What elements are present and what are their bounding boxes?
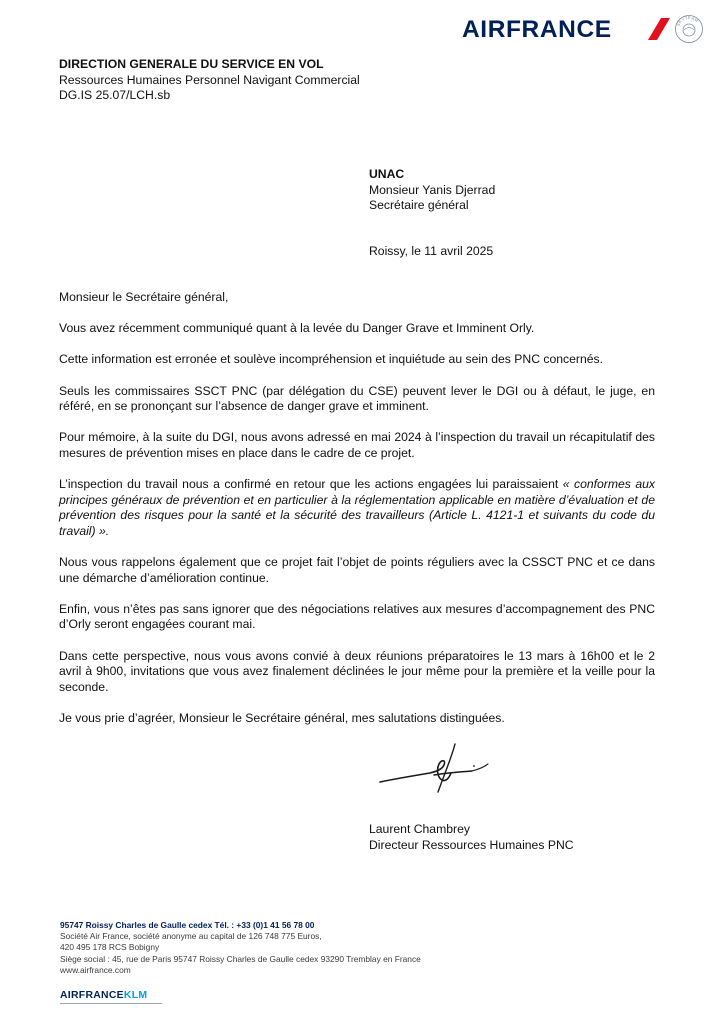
airfrance-klm-logo — [60, 990, 164, 1004]
seal-text: SKYTEAM — [675, 14, 700, 27]
paragraph-8: Dans cette perspective, nous vous avons convié à deux réunions préparatoires le 13 mars à 16h00 et le 2 avril à 9h00, invitations que vous avez finalement déclinées le jour même pour la première et la veille pour la seconde. — [59, 648, 655, 694]
svg-text:SKYTEAM — [676, 15, 700, 27]
signer-block — [369, 822, 574, 853]
letter-body — [59, 290, 655, 742]
sender-reference: DG.IS 25.07/LCH.sb — [59, 88, 171, 102]
closing: Je vous prie d’agréer, Monsieur le Secrétaire général, mes salutations distinguées. — [59, 711, 505, 726]
paragraph-5-intro: L’inspection du travail nous a confirmé en retour que les actions engagées lui paraissaient — [59, 477, 559, 492]
sender-department: DIRECTION GENERALE DU SERVICE EN VOL — [59, 57, 324, 71]
footer-company-line-2: 420 495 178 RCS Bobigny — [60, 942, 160, 953]
paragraph-2: Cette information est erronée et soulève incompréhension et inquiétude au sein des PNC concernés. — [59, 352, 604, 367]
paragraph-3: Seuls les commissaires SSCT PNC (par délégation du CSE) peuvent lever le DGI ou à défaut, le juge, en référé, en se prononçant sur l’absence de danger grave et imminent. — [59, 383, 655, 414]
signer-title: Directeur Ressources Humaines PNC — [369, 837, 574, 852]
paragraph-7: Enfin, vous n’êtes pas sans ignorer que des négociations relatives aux mesures d’accompagnement des PNC d’Orly seront engagées courant mai. — [59, 601, 655, 632]
recipient-name: Monsieur Yanis Djerrad — [369, 182, 496, 197]
paragraph-4: Pour mémoire, à la suite du DGI, nous avons adressé en mai 2024 à l’inspection du travail un récapitulatif des mesures de prévention mises en place dans le cadre de ce projet. — [59, 430, 655, 460]
footer-website: www.airfrance.com — [60, 964, 131, 975]
recipient-organization: UNAC — [369, 167, 405, 181]
footer-company-line-1: Société Air France, société anonyme au capital de 126 748 775 Euros, — [60, 931, 322, 942]
sender-service: Ressources Humaines Personnel Navigant Commercial — [59, 72, 360, 87]
recipient-title: Secrétaire général — [369, 198, 469, 212]
airfrance-logo — [462, 14, 708, 46]
skyteam-seal-icon — [674, 14, 704, 44]
logo-stripe-icon — [648, 18, 670, 40]
footer-head-office: Siège social : 45, rue de Paris 95747 Roissy Charles de Gaulle cedex 93290 Tremblay en France — [60, 953, 421, 964]
paragraph-1: Vous avez récemment communiqué quant à la levée du Danger Grave et Imminent Orly. — [59, 321, 535, 336]
group-logo-rule — [60, 1003, 162, 1004]
signer-name: Laurent Chambrey — [369, 822, 470, 836]
handwritten-signature — [376, 742, 512, 794]
paragraph-6: Nous vous rappelons également que ce projet fait l’objet de points réguliers avec la CSSCT PNC et ce dans une démarche d’amélioration continue. — [59, 555, 655, 585]
footer-address-phone: 95747 Roissy Charles de Gaulle cedex Tél. : +33 (0)1 41 56 78 00 — [60, 920, 315, 930]
group-logo-airfrance: AIRFRANCE — [60, 990, 124, 1001]
footer — [60, 920, 421, 976]
sender-block — [59, 57, 360, 104]
paragraph-5 — [59, 477, 655, 539]
salutation: Monsieur le Secrétaire général, — [59, 290, 229, 304]
recipient-block — [369, 167, 495, 214]
logo-wordmark: AIRFRANCE — [462, 16, 612, 43]
group-logo-klm: KLM — [123, 990, 148, 1001]
date-line: Roissy, le 11 avril 2025 — [369, 244, 494, 258]
paragraph-5-quote: « conformes aux principes généraux de prévention et en particulier à la réglementation applicable en matière d’évaluation et de prévention des risques pour la santé et la sécurité des travailleurs (Article L. 4121-1 et suivants du code du travail) ». — [59, 477, 655, 538]
